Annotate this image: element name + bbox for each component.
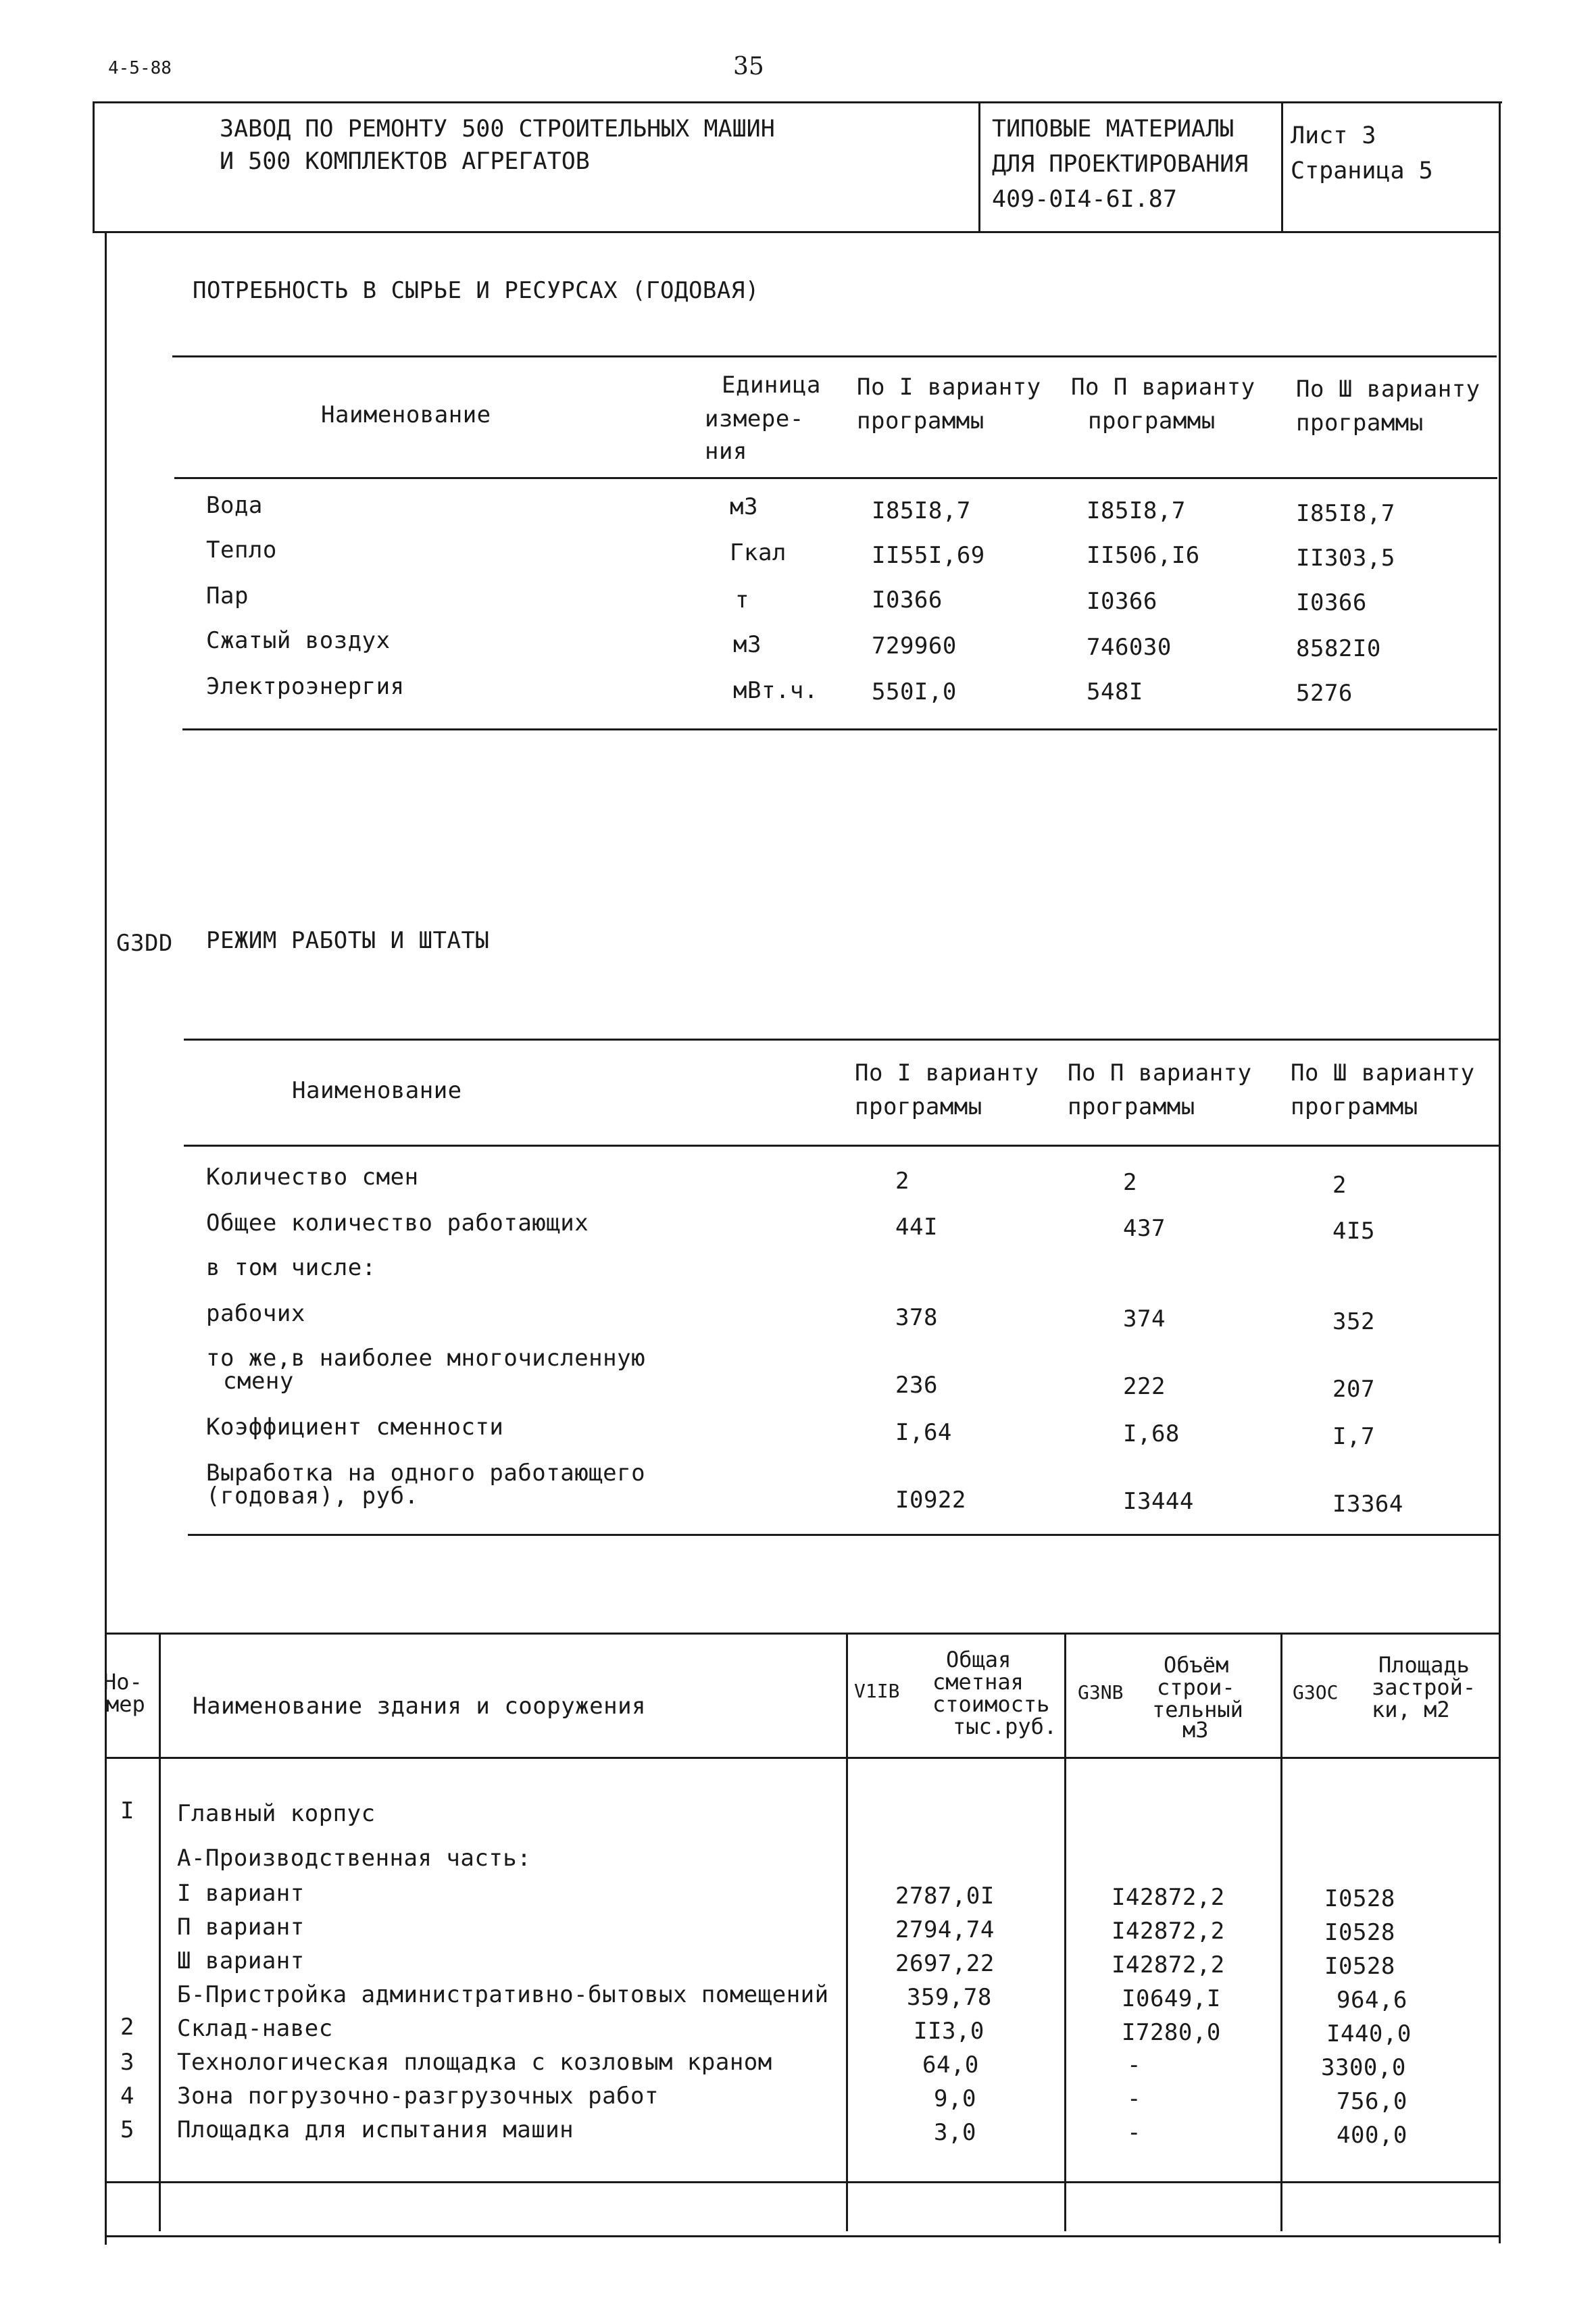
col-header-v1-2: программы	[855, 1093, 982, 1120]
col-header-v1-1: По I варианту	[855, 1060, 1039, 1087]
col-header-v2-2: программы	[1068, 1093, 1195, 1120]
cell-num: I	[120, 1797, 134, 1824]
cell-name: Вода	[206, 492, 263, 519]
col-header-num-1: Но-	[103, 1669, 143, 1695]
page-label: Страница 5	[1291, 157, 1433, 184]
cell-v3: 2	[1332, 1172, 1347, 1199]
col-header-v3-1: По Ш варианту	[1296, 376, 1480, 403]
col-header-num-2: мер	[106, 1691, 145, 1717]
cell-volume: I42872,2	[1112, 1918, 1225, 1945]
page-number: 35	[733, 53, 764, 80]
col-header-v1-2: программы	[857, 407, 984, 434]
cell-volume: I42872,2	[1112, 1951, 1225, 1978]
cell-building-name: I вариант	[177, 1880, 305, 1907]
cell-building-name: Склад-навес	[177, 2015, 333, 2042]
cell-area: I440,0	[1326, 2020, 1412, 2047]
cell-area: I0528	[1324, 1885, 1395, 1912]
cell-cost: II3,0	[914, 2018, 984, 2045]
col-header-building-name: Наименование здания и сооружения	[193, 1693, 647, 1720]
cell-v2: 437	[1123, 1215, 1166, 1242]
cell-num: 5	[120, 2116, 134, 2143]
cell-cost: 2787,0I	[895, 1883, 995, 1910]
materials-code: 409-0I4-6I.87	[992, 186, 1177, 213]
cell-unit: Гкал	[730, 539, 787, 566]
col-header-v2-1: По П варианту	[1068, 1060, 1252, 1087]
cell-v2: I0366	[1087, 588, 1157, 615]
cell-cost: 359,78	[907, 1984, 992, 2011]
col-header-v3-2: программы	[1296, 409, 1424, 437]
cell-v2: 746030	[1087, 634, 1172, 661]
col-header-area-1: Площадь	[1378, 1652, 1470, 1678]
cell-v1: 44I	[895, 1214, 938, 1241]
col-header-cost-4: тыс.руб.	[953, 1714, 1057, 1739]
cell-area: 964,6	[1337, 1987, 1407, 2014]
cell-v1: II55I,69	[872, 542, 985, 569]
cell-name: Количество смен	[206, 1164, 419, 1191]
cell-v2: II506,I6	[1087, 542, 1200, 569]
col-header-unit-1: Единица	[722, 372, 821, 399]
project-title-line1: ЗАВОД ПО РЕМОНТУ 500 СТРОИТЕЛЬНЫХ МАШИН	[220, 116, 775, 143]
col-header-v3-2: программы	[1291, 1093, 1418, 1120]
cell-name-cont: смену	[223, 1368, 294, 1395]
cell-v1: 378	[895, 1304, 938, 1331]
col-header-unit-2: измере-	[705, 405, 804, 432]
col-header-area-3: ки, м2	[1372, 1697, 1450, 1722]
cell-v2: 222	[1123, 1373, 1166, 1400]
col-header-cost-1: Общая	[946, 1647, 1012, 1672]
col-header-cost-3: стоимость	[932, 1691, 1050, 1717]
cell-v3: 207	[1332, 1376, 1375, 1403]
cell-cost: 2697,22	[895, 1950, 995, 1977]
cell-building-name: Ш вариант	[177, 1947, 305, 1974]
cell-unit: м3	[733, 631, 762, 658]
resources-heading: ПОТРЕБНОСТЬ В СЫРЬЕ И РЕСУРСАХ (ГОДОВАЯ)	[193, 277, 759, 304]
staff-heading: РЕЖИМ РАБОТЫ И ШТАТЫ	[206, 927, 490, 954]
cell-volume: -	[1127, 2119, 1141, 2146]
cell-v3: II303,5	[1296, 545, 1395, 572]
cell-building-name: Технологическая площадка с козловым краном	[177, 2049, 772, 2076]
sheet-number: Лист 3	[1291, 122, 1376, 149]
cell-v3: I,7	[1332, 1423, 1375, 1450]
col-header-vol-1: Объём	[1164, 1652, 1229, 1678]
col-header-v3-1: По Ш варианту	[1291, 1060, 1475, 1087]
cell-name: то же,в наиболее многочисленную	[206, 1345, 646, 1372]
cell-area: 756,0	[1337, 2088, 1407, 2115]
cell-area: I0528	[1324, 1953, 1395, 1980]
col-header-vol-code: G3NB	[1078, 1681, 1124, 1703]
cell-v3: 5276	[1296, 680, 1353, 707]
col-header-name: Наименование	[321, 401, 491, 428]
cell-building-name: Главный корпус	[177, 1800, 376, 1827]
cell-v1: 550I,0	[872, 678, 957, 705]
document-date: 4-5-88	[108, 58, 172, 78]
cell-volume: -	[1127, 2051, 1141, 2078]
cell-num: 3	[120, 2049, 134, 2076]
cell-v1: 236	[895, 1372, 938, 1399]
col-header-area-code: G3OC	[1293, 1681, 1339, 1703]
col-header-name: Наименование	[292, 1077, 462, 1104]
cell-name: Пар	[206, 582, 249, 609]
materials-line2: ДЛЯ ПРОЕКТИРОВАНИЯ	[992, 151, 1249, 178]
cell-building-name: Площадка для испытания машин	[177, 2116, 574, 2143]
cell-volume: -	[1127, 2085, 1141, 2112]
cell-v2: I3444	[1123, 1488, 1194, 1515]
cell-v2: I85I8,7	[1087, 497, 1186, 524]
col-header-cost-2: сметная	[932, 1669, 1024, 1695]
cell-name: Сжатый воздух	[206, 627, 391, 654]
cell-building-name: Зона погрузочно-разгрузочных работ	[177, 2083, 659, 2110]
cell-area: 400,0	[1337, 2122, 1407, 2149]
cell-area: I0528	[1324, 1919, 1395, 1946]
cell-building-name: А-Производственная часть:	[177, 1845, 532, 1872]
cell-name: Общее количество работающих	[206, 1210, 589, 1237]
cell-name: Тепло	[206, 537, 277, 564]
cell-v1: I,64	[895, 1419, 952, 1446]
col-header-vol-2: строи-	[1157, 1674, 1235, 1700]
cell-v1: I0922	[895, 1487, 966, 1514]
cell-v3: I0366	[1296, 589, 1367, 616]
cell-num: 2	[120, 2014, 134, 2041]
materials-line1: ТИПОВЫЕ МАТЕРИАЛЫ	[992, 116, 1235, 143]
cell-name: Электроэнергия	[206, 673, 405, 700]
col-header-area-2: застрой-	[1372, 1674, 1476, 1700]
cell-v1: 729960	[872, 632, 957, 659]
cell-v3: 8582I0	[1296, 635, 1381, 662]
cell-unit: мВт.ч.	[733, 677, 818, 704]
cell-v3: 352	[1332, 1308, 1375, 1335]
cell-name-cont: (годовая), руб.	[206, 1483, 419, 1510]
col-header-unit-3: ния	[705, 438, 747, 465]
cell-v2: 548I	[1087, 678, 1143, 705]
cell-cost: 64,0	[922, 2051, 979, 2078]
cell-unit: т	[735, 587, 749, 614]
cell-v3: 4I5	[1332, 1218, 1375, 1245]
cell-volume: I7280,0	[1122, 2019, 1221, 2046]
col-header-v2-1: По П варианту	[1071, 374, 1255, 401]
cell-cost: 9,0	[934, 2085, 976, 2112]
cell-v1: I85I8,7	[872, 497, 971, 524]
cell-v2: 374	[1123, 1305, 1166, 1333]
cell-v3: I85I8,7	[1296, 500, 1395, 527]
cell-v2: I,68	[1123, 1420, 1180, 1447]
col-header-v2-2: программы	[1088, 407, 1216, 434]
cell-v1: 2	[895, 1168, 909, 1195]
col-header-cost-code: V1IB	[854, 1680, 900, 1702]
cell-volume: I42872,2	[1112, 1884, 1225, 1911]
cell-name: рабочих	[206, 1300, 305, 1327]
cell-building-name: Б-Пристройка административно-бытовых помещений	[177, 1981, 829, 2008]
cell-v1: I0366	[872, 587, 943, 614]
cell-building-name: П вариант	[177, 1914, 305, 1941]
staff-section-code: G3DD	[116, 930, 173, 957]
cell-v2: 2	[1123, 1169, 1137, 1196]
cell-num: 4	[120, 2083, 134, 2110]
cell-name: Выработка на одного работающего	[206, 1460, 646, 1487]
cell-cost: 3,0	[934, 2119, 976, 2146]
cell-name: Коэффициент сменности	[206, 1414, 504, 1441]
cell-unit: м3	[730, 493, 758, 520]
cell-cost: 2794,74	[895, 1916, 995, 1943]
cell-v3: I3364	[1332, 1491, 1403, 1518]
col-header-vol-3: тельный	[1152, 1697, 1243, 1722]
cell-area: 3300,0	[1321, 2054, 1406, 2081]
cell-name: в том числе:	[206, 1254, 376, 1281]
col-header-vol-4: м3	[1182, 1717, 1209, 1743]
col-header-v1-1: По I варианту	[857, 374, 1041, 401]
project-title-line2: И 500 КОМПЛЕКТОВ АГРЕГАТОВ	[220, 148, 590, 175]
cell-volume: I0649,I	[1122, 1985, 1221, 2012]
